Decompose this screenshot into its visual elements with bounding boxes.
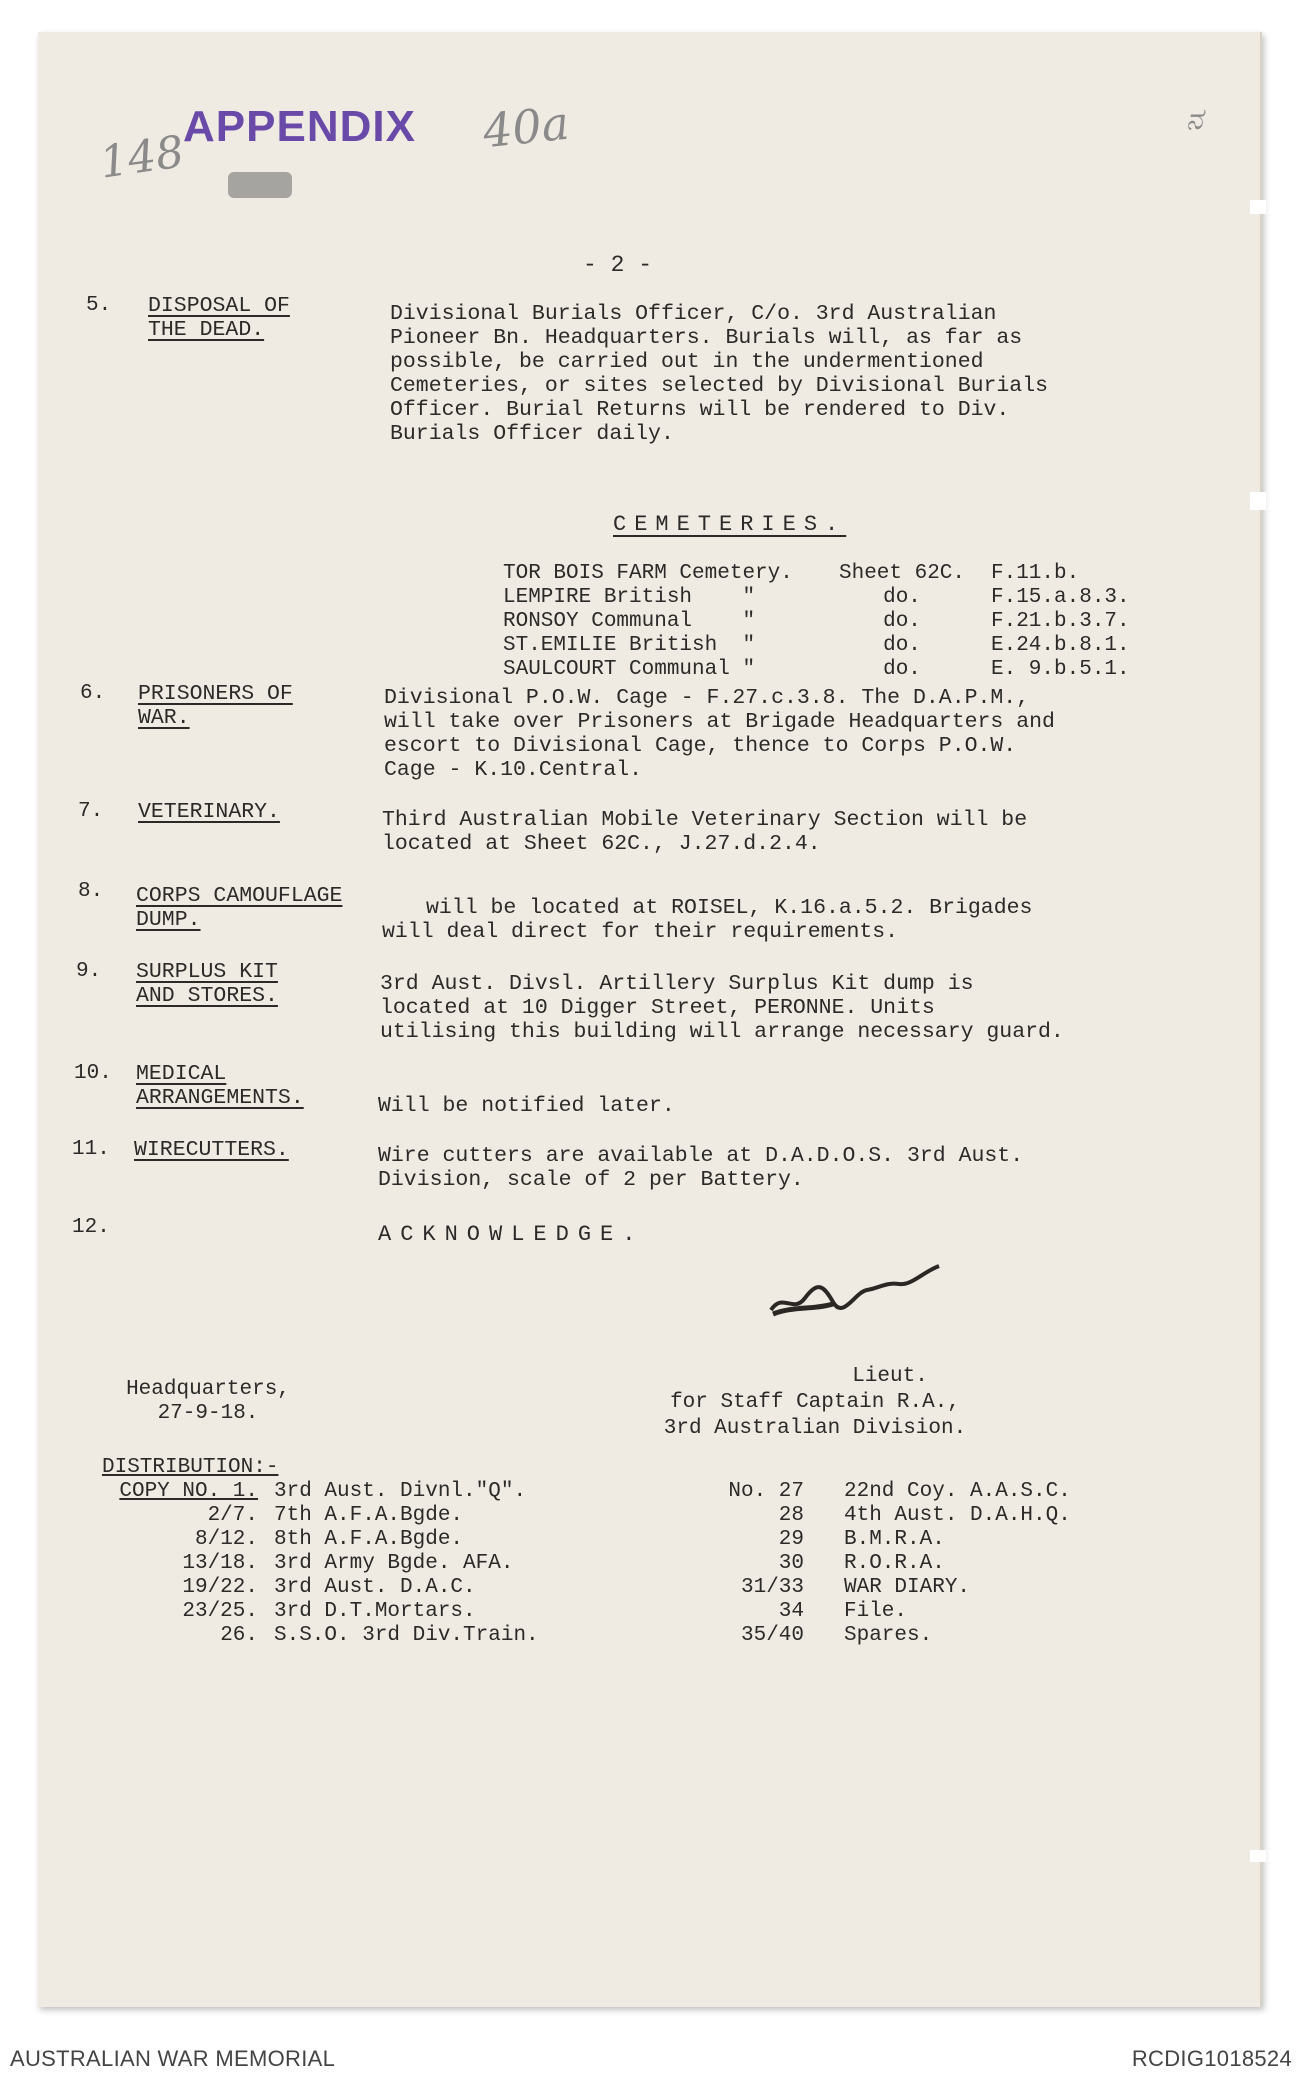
copy-recipient: R.O.R.A. — [844, 1552, 945, 1575]
handwritten-corner-mark: ನ — [1186, 102, 1203, 137]
section-number: 10. — [74, 1062, 112, 1085]
copy-recipient: File. — [844, 1600, 908, 1623]
copy-recipient: Spares. — [844, 1624, 933, 1647]
paper-tear — [1250, 200, 1266, 214]
cemetery-sheet: do. — [883, 634, 921, 657]
headquarters-label: Headquarters, — [126, 1378, 290, 1401]
copy-recipient: 8th A.F.A.Bgde. — [274, 1528, 464, 1551]
cemetery-row — [503, 586, 1161, 610]
signature-mark — [763, 1262, 953, 1322]
distribution-row — [38, 1600, 1144, 1624]
copy-numbers: No. 27 — [728, 1480, 804, 1503]
cemeteries-table — [503, 562, 1161, 682]
page-number: - 2 - — [583, 252, 653, 278]
section-number: 8. — [78, 880, 104, 903]
acknowledge-text: ACKNOWLEDGE. — [378, 1222, 645, 1247]
distribution-row — [38, 1504, 1144, 1528]
headquarters-date: 27-9-18. — [157, 1402, 259, 1425]
appendix-stamp: APPENDIX — [183, 102, 416, 151]
section-text: Will be notified later. — [378, 1094, 675, 1118]
copy-recipient: 4th Aust. D.A.H.Q. — [844, 1504, 1071, 1527]
section-number: 5. — [86, 294, 112, 317]
cemetery-name: ST.EMILIE British " — [503, 634, 756, 657]
copy-numbers: 19/22. — [182, 1576, 258, 1599]
distribution-row — [38, 1528, 1144, 1552]
copy-numbers: 35/40 — [740, 1624, 804, 1647]
headquarters-block — [103, 1378, 313, 1426]
section-number: 7. — [78, 800, 104, 823]
cemetery-row — [503, 634, 1161, 658]
cemetery-name: TOR BOIS FARM Cemetery. — [503, 562, 793, 585]
archive-id: RCDIG1018524 — [1131, 2046, 1292, 2071]
document-page — [38, 32, 1262, 2007]
copy-recipient: 22nd Coy. A.A.S.C. — [844, 1480, 1071, 1503]
cemetery-sheet: do. — [883, 586, 921, 609]
copy-numbers: 34 — [778, 1600, 804, 1623]
copy-numbers: 29 — [778, 1528, 804, 1551]
copy-numbers: 8/12. — [194, 1528, 258, 1551]
section-text: Third Australian Mobile Veterinary Section will be located at Sheet 62C., J.27.d.2.4. — [382, 808, 1028, 856]
distribution-list — [38, 1480, 1144, 1648]
section-heading: PRISONERS OF WAR. — [138, 682, 293, 730]
copy-numbers: 2/7. — [207, 1504, 258, 1527]
archive-credit: AUSTRALIAN WAR MEMORIAL — [10, 2046, 336, 2071]
cemetery-ref: E. 9.b.5.1. — [991, 658, 1130, 681]
signature-line: for Staff Captain R.A., — [670, 1391, 960, 1414]
copy-recipient: 7th A.F.A.Bgde. — [274, 1504, 464, 1527]
cemetery-ref: F.11.b. — [991, 562, 1080, 585]
cemetery-ref: F.21.b.3.7. — [991, 610, 1130, 633]
cemeteries-title: CEMETERIES. — [613, 512, 847, 537]
handwritten-folio: 148 — [96, 126, 188, 189]
distribution-title: DISTRIBUTION:- — [102, 1456, 279, 1479]
cemetery-name: RONSOY Communal " — [503, 610, 756, 633]
distribution-row — [38, 1624, 1144, 1648]
copy-numbers: COPY NO. 1. — [119, 1480, 258, 1503]
cemetery-sheet: do. — [883, 658, 921, 681]
section-heading: SURPLUS KIT AND STORES. — [136, 960, 278, 1008]
copy-recipient: WAR DIARY. — [844, 1576, 971, 1599]
section-heading: VETERINARY. — [138, 800, 280, 824]
copy-recipient: B.M.R.A. — [844, 1528, 945, 1551]
copy-recipient: 3rd D.T.Mortars. — [274, 1600, 476, 1623]
copy-numbers: 26. — [220, 1624, 258, 1647]
section-text: Divisional P.O.W. Cage - F.27.c.3.8. The D.A.P.M., will take over Prisoners at Brigade Headquarters and escort to Divisional Cage, thence to Corps P.O.W. Cage - K.10.Central. — [384, 686, 1055, 782]
cemetery-sheet: do. — [883, 610, 921, 633]
ink-smudge — [228, 172, 292, 198]
copy-recipient: 3rd Army Bgde. AFA. — [274, 1552, 514, 1575]
copy-numbers: 13/18. — [182, 1552, 258, 1575]
cemetery-row — [503, 658, 1161, 682]
section-heading: CORPS CAMOUFLAGE DUMP. — [136, 884, 343, 932]
section-text: will be located at ROISEL, K.16.a.5.2. Brigades will deal direct for their requirements. — [382, 896, 1033, 944]
section-heading: WIRECUTTERS. — [134, 1138, 289, 1162]
paper-tear — [1250, 492, 1266, 510]
cemetery-name: LEMPIRE British " — [503, 586, 756, 609]
handwritten-number: 40a — [480, 95, 572, 159]
cemetery-sheet: Sheet 62C. — [838, 562, 966, 585]
copy-numbers: 30 — [778, 1552, 804, 1575]
distribution-row — [38, 1576, 1144, 1600]
section-number: 12. — [72, 1216, 110, 1239]
cemetery-name: SAULCOURT Communal " — [503, 658, 756, 681]
cemetery-ref: E.24.b.8.1. — [991, 634, 1130, 657]
section-number: 9. — [76, 960, 102, 983]
section-text: 3rd Aust. Divsl. Artillery Surplus Kit dump is located at 10 Digger Street, PERONNE. Units utilising this building will arrange necessary guard. — [380, 972, 1064, 1044]
copy-recipient: 3rd Aust. Divnl."Q". — [274, 1480, 527, 1503]
cemetery-ref: F.15.a.8.3. — [991, 586, 1130, 609]
distribution-row — [38, 1552, 1144, 1576]
section-heading: MEDICAL ARRANGEMENTS. — [136, 1062, 304, 1110]
distribution-row — [38, 1480, 1144, 1504]
copy-recipient: 3rd Aust. D.A.C. — [274, 1576, 476, 1599]
copy-numbers: 28 — [778, 1504, 804, 1527]
cemetery-row — [503, 562, 1161, 586]
section-number: 6. — [80, 682, 106, 705]
paper-tear — [1250, 1850, 1266, 1862]
copy-numbers: 31/33 — [740, 1576, 804, 1599]
section-text: Divisional Burials Officer, C/o. 3rd Australian Pioneer Bn. Headquarters. Burials will, as far as possible, be carried out in the undermentioned Cemeteries, or sites selected by Divisional Burials Officer. Burial Returns will be rendered to Div. Burials Officer daily. — [390, 302, 1049, 446]
cemetery-row — [503, 610, 1161, 634]
copy-recipient: S.S.O. 3rd Div.Train. — [274, 1624, 539, 1647]
signature-line: 3rd Australian Division. — [663, 1417, 967, 1440]
copy-numbers: 23/25. — [182, 1600, 258, 1623]
section-number: 11. — [72, 1138, 110, 1161]
section-text: Wire cutters are available at D.A.D.O.S. 3rd Aust. Division, scale of 2 per Battery. — [378, 1144, 1024, 1192]
section-heading: DISPOSAL OF THE DEAD. — [148, 294, 290, 342]
signature-block — [625, 1364, 1005, 1442]
signature-rank: Lieut. — [852, 1365, 928, 1388]
